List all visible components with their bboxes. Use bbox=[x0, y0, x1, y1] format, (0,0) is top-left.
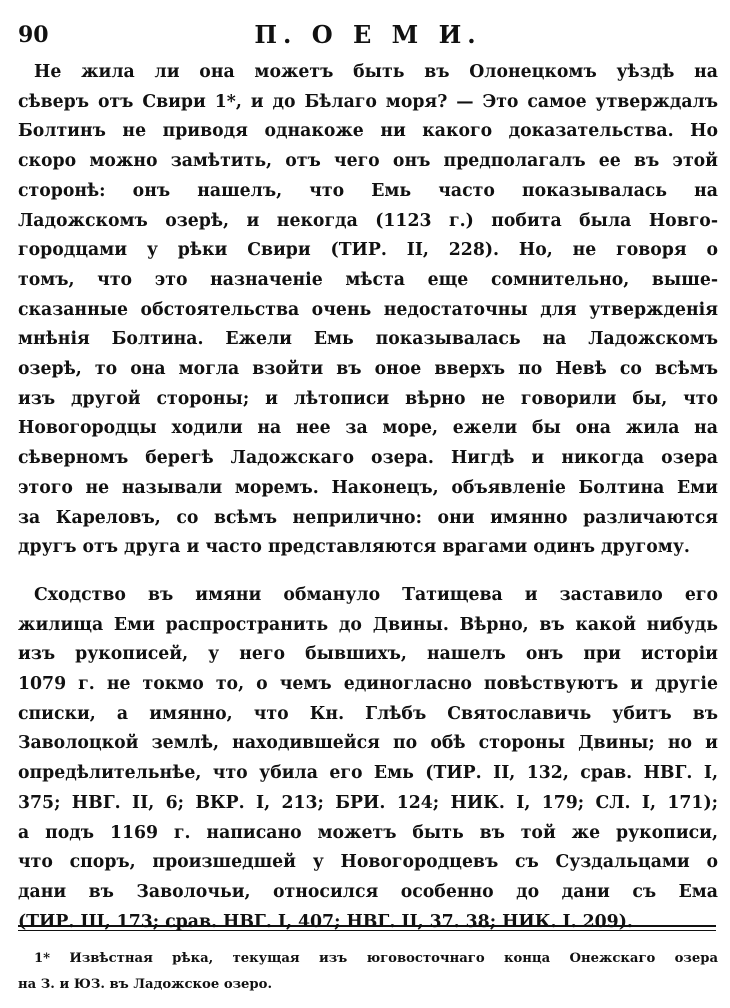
footnote-line: на З. и ЮЗ. въ Ладожское озеро. bbox=[18, 977, 273, 992]
page-header bbox=[18, 18, 718, 54]
text-line: дани въ Заволочьи, относился особенно до дани съ Ема bbox=[18, 881, 718, 902]
text-line: что споръ, произшедшей у Новогородцевъ съ Суздальцами о bbox=[18, 852, 718, 873]
text-line: Ладожскомъ озерѣ, и некогда (1123 г.) побита была Новго- bbox=[18, 210, 718, 231]
text-line: скоро можно замѣтить, отъ чего онъ предполагалъ ее въ этой bbox=[18, 151, 718, 172]
text-line: сѣверъ отъ Свири 1*, и до Бѣлаго моря? — Это самое утверждалъ bbox=[18, 91, 718, 112]
text-line: изъ рукописей, у него бывшихъ, нашелъ онъ при исторіи bbox=[18, 644, 718, 665]
footnote bbox=[18, 946, 718, 998]
text-line: изъ другой стороны; и лѣтописи вѣрно не говорили бы, что bbox=[18, 388, 718, 409]
text-line: 375; НВГ. II, 6; ВКР. I, 213; БРИ. 124; НИК. I, 179; СЛ. I, 171); bbox=[18, 792, 718, 813]
text-line: томъ, что это назначеніе мѣста еще сомнительно, выше- bbox=[18, 269, 718, 290]
paragraph-gap bbox=[18, 563, 718, 581]
text-line: озерѣ, то она могла взойти въ оное вверхъ по Невѣ со всѣмъ bbox=[18, 359, 718, 380]
text-line: сказанные обстоятельства очень недостаточны для утвержденія bbox=[18, 299, 718, 320]
text-line: Новогородцы ходили на нее за море, ежели бы она жила на bbox=[18, 418, 718, 439]
text-line: Не жила ли она можетъ быть въ Олонецкомъ уѣздѣ на bbox=[34, 62, 718, 82]
text-line: другъ отъ друга и часто представляются врагами одинъ другому. bbox=[18, 537, 690, 558]
paragraph-2 bbox=[18, 581, 718, 937]
text-line: списки, а имянно, что Кн. Глѣбъ Святославичь убитъ въ bbox=[18, 703, 718, 724]
text-line: жилища Еми распространить до Двины. Вѣрно, въ какой нибудь bbox=[18, 614, 718, 635]
text-line: за Кареловъ, со всѣмъ неприлично: они имянно различаются bbox=[18, 507, 718, 528]
text-line: а подъ 1169 г. написано можетъ быть въ той же рукописи, bbox=[18, 822, 718, 843]
text-line: городцами у рѣки Свири (ТИР. II, 228). Но, не говоря о bbox=[18, 240, 718, 261]
running-title: П. О Е М И. bbox=[254, 20, 482, 49]
text-line: сѣверномъ берегѣ Ладожскаго озера. Нигдѣ и никогда озера bbox=[18, 448, 718, 469]
footnote-line: 1* Извѣстная рѣка, текущая изъ юговосточнаго конца Онежскаго озера bbox=[34, 951, 718, 966]
text-line: (ТИР. III, 173; срав. НВГ. I, 407; НВГ. II, 37. 38; НИК. I. 209). bbox=[18, 911, 633, 932]
text-line: этого не называли моремъ. Наконецъ, объявленіе Болтина Еми bbox=[18, 477, 718, 498]
paragraph-1 bbox=[18, 58, 718, 563]
footnote-divider bbox=[18, 925, 716, 927]
text-line: Болтинъ не приводя однакоже ни какого доказательства. Но bbox=[18, 121, 718, 142]
text-line: 1079 г. не токмо то, о чемъ единогласно повѣствуютъ и другіе bbox=[18, 674, 718, 695]
text-line: Заволоцкой землѣ, находившейся по обѣ стороны Двины; но и bbox=[18, 733, 718, 754]
text-line: мнѣнія Болтина. Ежели Емь показывалась на Ладожскомъ bbox=[18, 329, 718, 350]
text-line: сторонѣ: онъ нашелъ, что Емь часто показывалась на bbox=[18, 180, 718, 201]
page-number: 90 bbox=[18, 22, 49, 48]
text-line: Сходство въ имяни обмануло Татищева и заставило его bbox=[34, 584, 718, 605]
footnote-divider-thin bbox=[18, 930, 716, 931]
text-line: опредѣлительнѣе, что убила его Емь (ТИР. II, 132, срав. НВГ. I, bbox=[18, 763, 718, 784]
main-text bbox=[18, 58, 718, 937]
